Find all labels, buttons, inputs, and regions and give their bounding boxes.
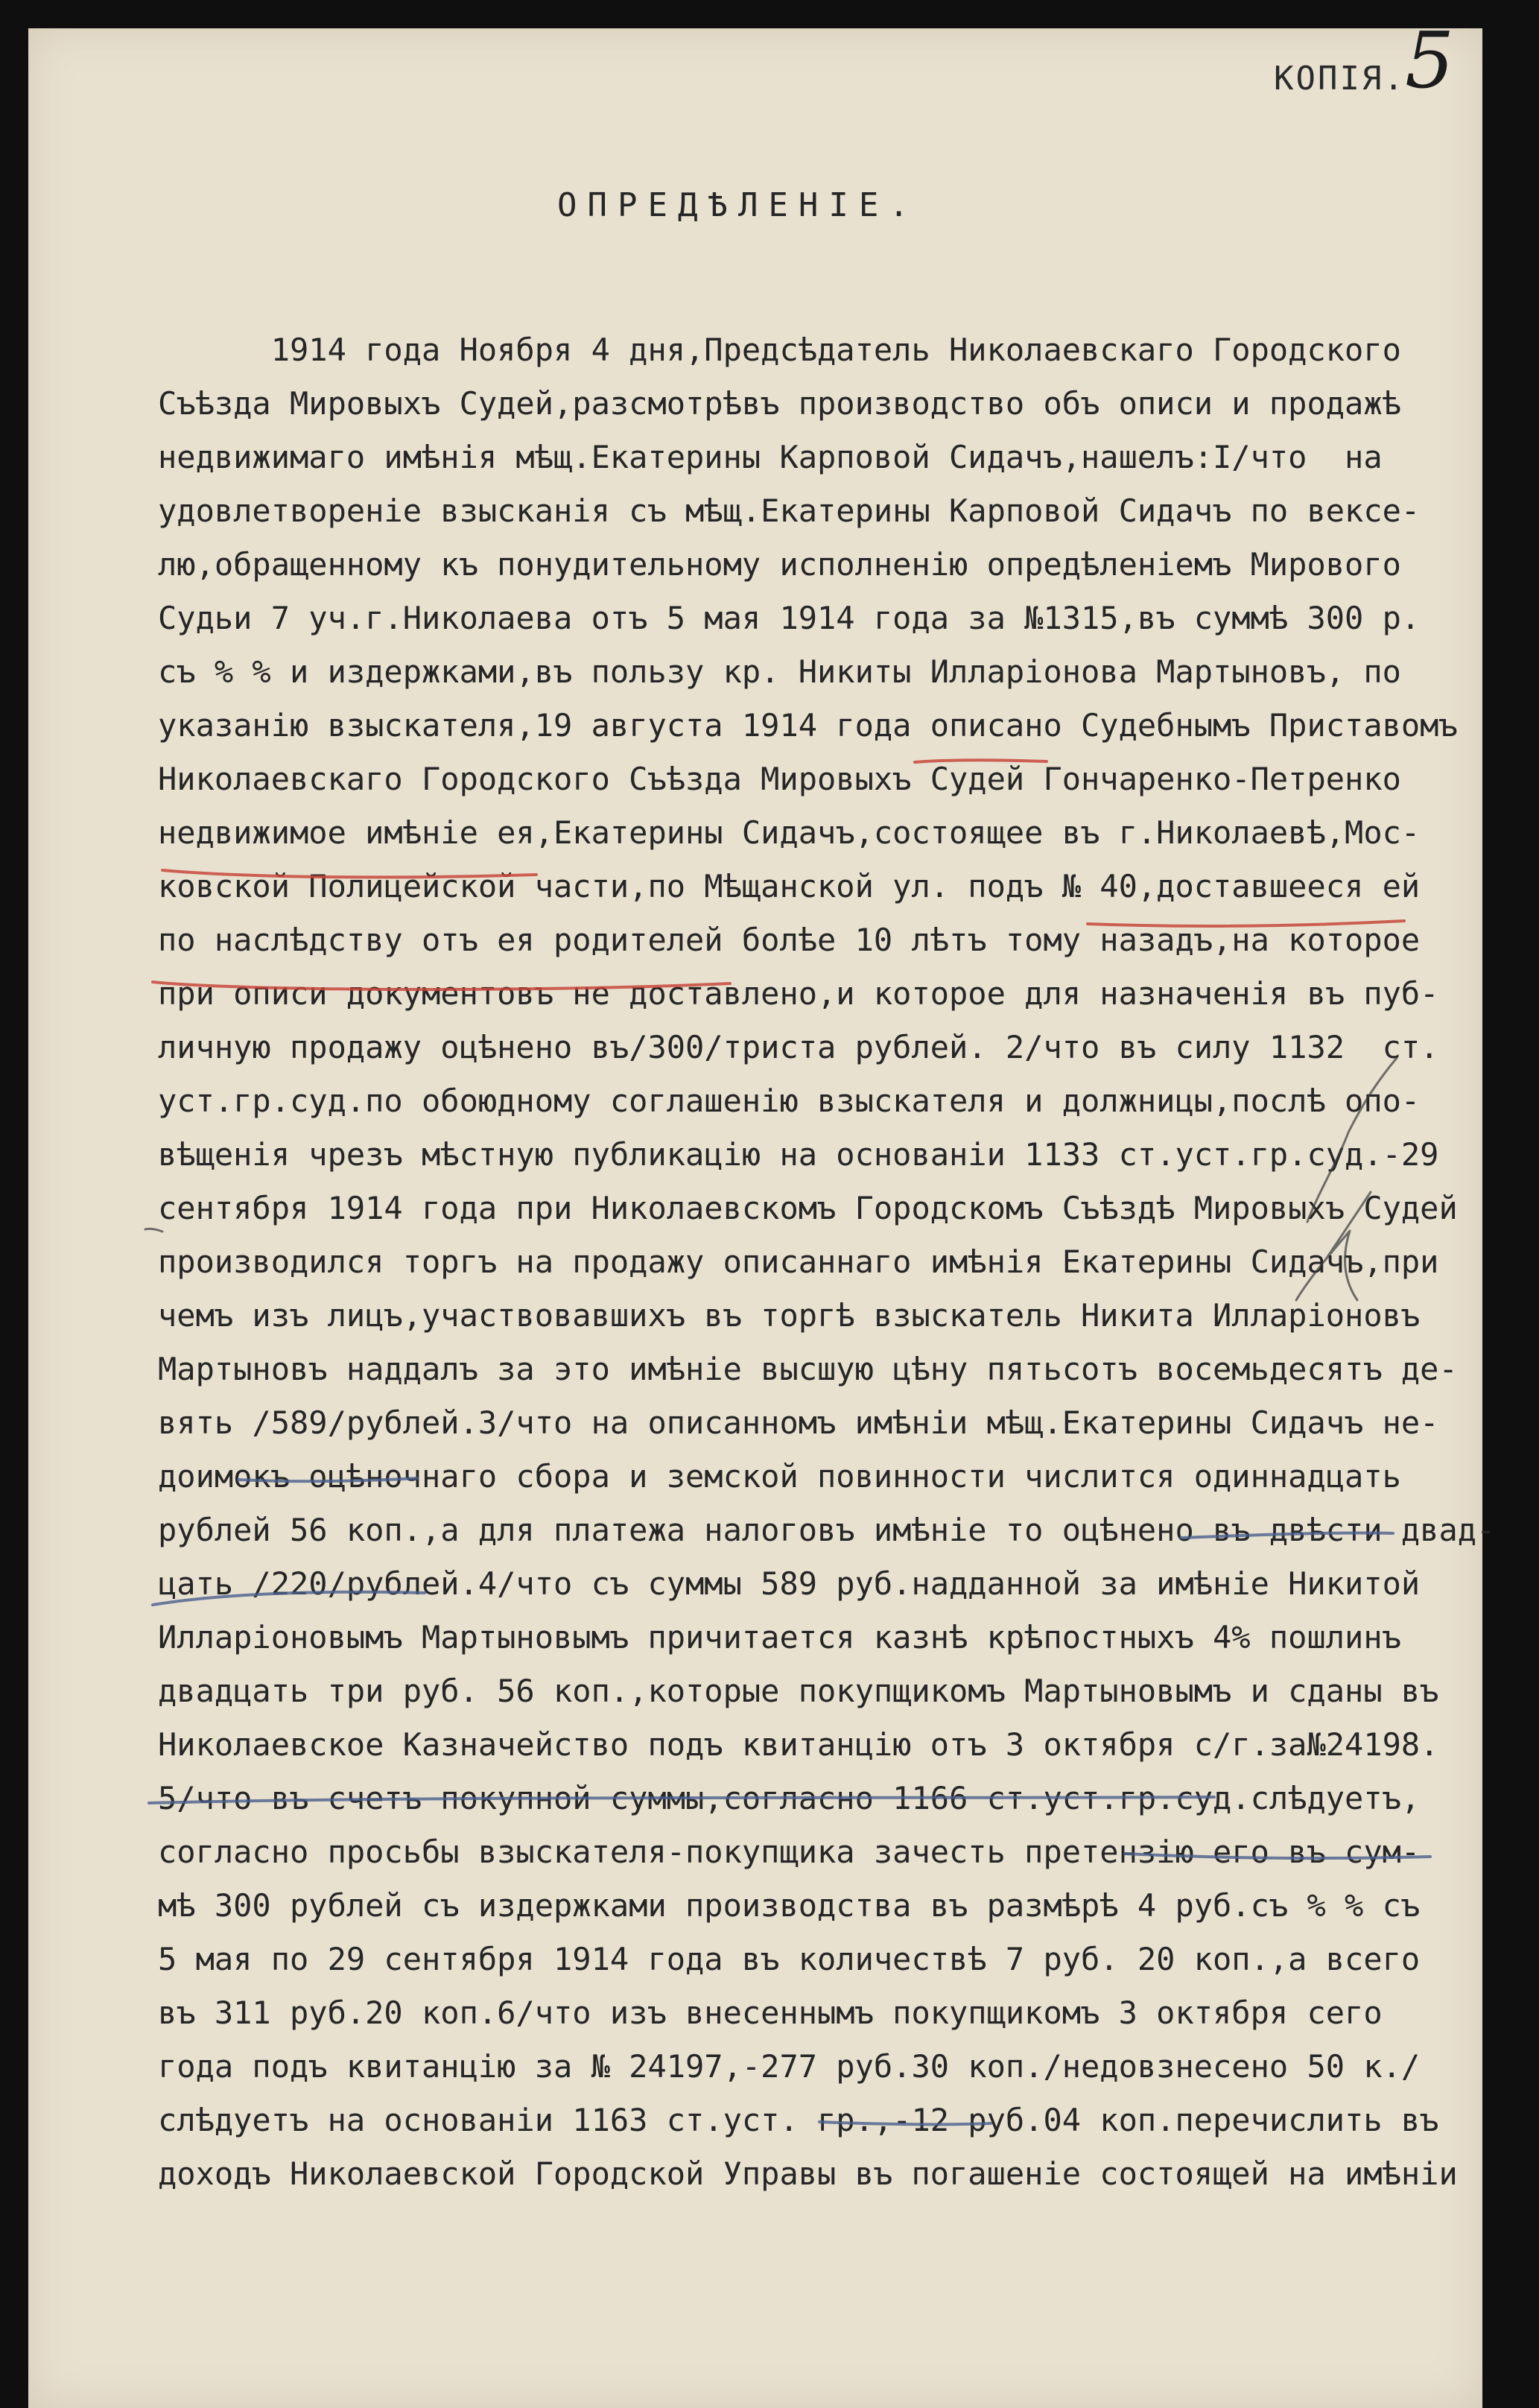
body-line: указанію взыскателя,19 августа 1914 года описано Судебнымъ Приставомъ: [158, 707, 1458, 744]
page-number: 5: [1405, 15, 1455, 106]
body-line: слѣдуетъ на основаніи 1163 ст.уст. гр.,-12 руб.04 коп.перечислить въ: [158, 2102, 1439, 2138]
body-line: 1914 года Ноября 4 дня,Предсѣдатель Николаевскаго Городского: [158, 332, 1401, 368]
body-line: вять /589/рублей.3/что на описанномъ имѣніи мѣщ.Екатерины Сидачъ не-: [158, 1404, 1439, 1441]
body-line: 5/что въ счетъ покупной суммы,согласно 1166 ст.уст.гр.суд.слѣдуетъ,: [158, 1780, 1421, 1816]
body-line: года подъ квитанцію за № 24197,-277 руб.30 коп./недовзнесено 50 к./: [158, 2048, 1421, 2085]
body-line: двадцать три руб. 56 коп.,которые покупщикомъ Мартыновымъ и сданы въ: [158, 1673, 1439, 1709]
copy-label: КОПІЯ.: [1274, 60, 1406, 98]
body-line: Николаевское Казначейство подъ квитанцію отъ 3 октября с/г.за№24198.: [158, 1726, 1439, 1763]
body-line: недвижимаго имѣнія мѣщ.Екатерины Карповой Сидачъ,нашелъ:I/что на: [158, 439, 1383, 475]
body-line: согласно просьбы взыскателя-покупщика зачесть претензію его въ сум-: [158, 1834, 1421, 1870]
body-line: цать /220/рублей.4/что съ суммы 589 руб.надданной за имѣніе Никитой: [158, 1565, 1421, 1602]
body-line: 5 мая по 29 сентября 1914 года въ количествѣ 7 руб. 20 коп.,а всего: [158, 1941, 1421, 1977]
body-line: Илларіоновымъ Мартыновымъ причитается казнѣ крѣпостныхъ 4% пошлинъ: [158, 1619, 1401, 1656]
body-line: ковской Полицейской части,по Мѣщанской ул. подъ № 40,доставшееся ей: [158, 868, 1421, 904]
body-line: вѣщенія чрезъ мѣстную публикацію на основаніи 1133 ст.уст.гр.суд.-29: [158, 1136, 1439, 1173]
body-line: по наслѣдству отъ ея родителей болѣе 10 лѣтъ тому назадъ,на которое: [158, 922, 1421, 958]
body-line: личную продажу оцѣнено въ/300/триста рублей. 2/что въ силу 1132 ст.: [158, 1029, 1439, 1065]
body-line: уст.гр.суд.по обоюдному соглашенію взыскателя и должницы,послѣ опо-: [158, 1083, 1421, 1119]
body-line: мѣ 300 рублей съ издержками производства въ размѣрѣ 4 руб.съ % % съ: [158, 1887, 1421, 1924]
body-line: недвижимое имѣніе ея,Екатерины Сидачъ,состоящее въ г.Николаевѣ,Мос-: [158, 814, 1421, 851]
body-line: производился торгъ на продажу описаннаго имѣнія Екатерины Сидачъ,при: [158, 1243, 1439, 1280]
body-line: удовлетвореніе взысканія съ мѣщ.Екатерины Карповой Сидачъ по вексе-: [158, 492, 1421, 529]
body-line: Судьи 7 уч.г.Николаева отъ 5 мая 1914 года за №1315,въ суммѣ 300 р.: [158, 600, 1421, 636]
body-line: рублей 56 коп.,а для платежа налоговъ имѣніе то оцѣнено въ двѣсти двад-: [158, 1512, 1496, 1548]
body-line: въ 311 руб.20 коп.6/что изъ внесеннымъ покупщикомъ 3 октября сего: [158, 1994, 1383, 2031]
body-line: доходъ Николаевской Городской Управы въ погашеніе состоящей на имѣніи: [158, 2155, 1458, 2192]
body-line: Николаевскаго Городского Съѣзда Мировыхъ Судей Гончаренко-Петренко: [158, 761, 1401, 797]
body-line: съ % % и издержками,въ пользу кр. Никиты Илларіонова Мартыновъ, по: [158, 653, 1401, 690]
body-line: лю,обращенному къ понудительному исполненію опредѣленіемъ Мирового: [158, 546, 1401, 583]
body-line: сентября 1914 года при Николаевскомъ Городскомъ Съѣздѣ Мировыхъ Судей: [158, 1190, 1458, 1226]
body-line: Мартыновъ наддалъ за это имѣніе высшую цѣну пятьсотъ восемьдесятъ де-: [158, 1351, 1458, 1387]
document-title: ОПРЕДѢЛЕНІЕ.: [557, 186, 919, 224]
body-line: доимокъ оцѣночнаго сбора и земской повинности числится одиннадцать: [158, 1458, 1401, 1495]
body-line: чемъ изъ лицъ,участвовавшихъ въ торгѣ взыскатель Никита Илларіоновъ: [158, 1297, 1421, 1334]
body-line: при описи документовъ не доставлено,и которое для назначенія въ пуб-: [158, 975, 1439, 1012]
body-line: Съѣзда Мировыхъ Судей,разсмотрѣвъ производство объ описи и продажѣ: [158, 385, 1401, 422]
